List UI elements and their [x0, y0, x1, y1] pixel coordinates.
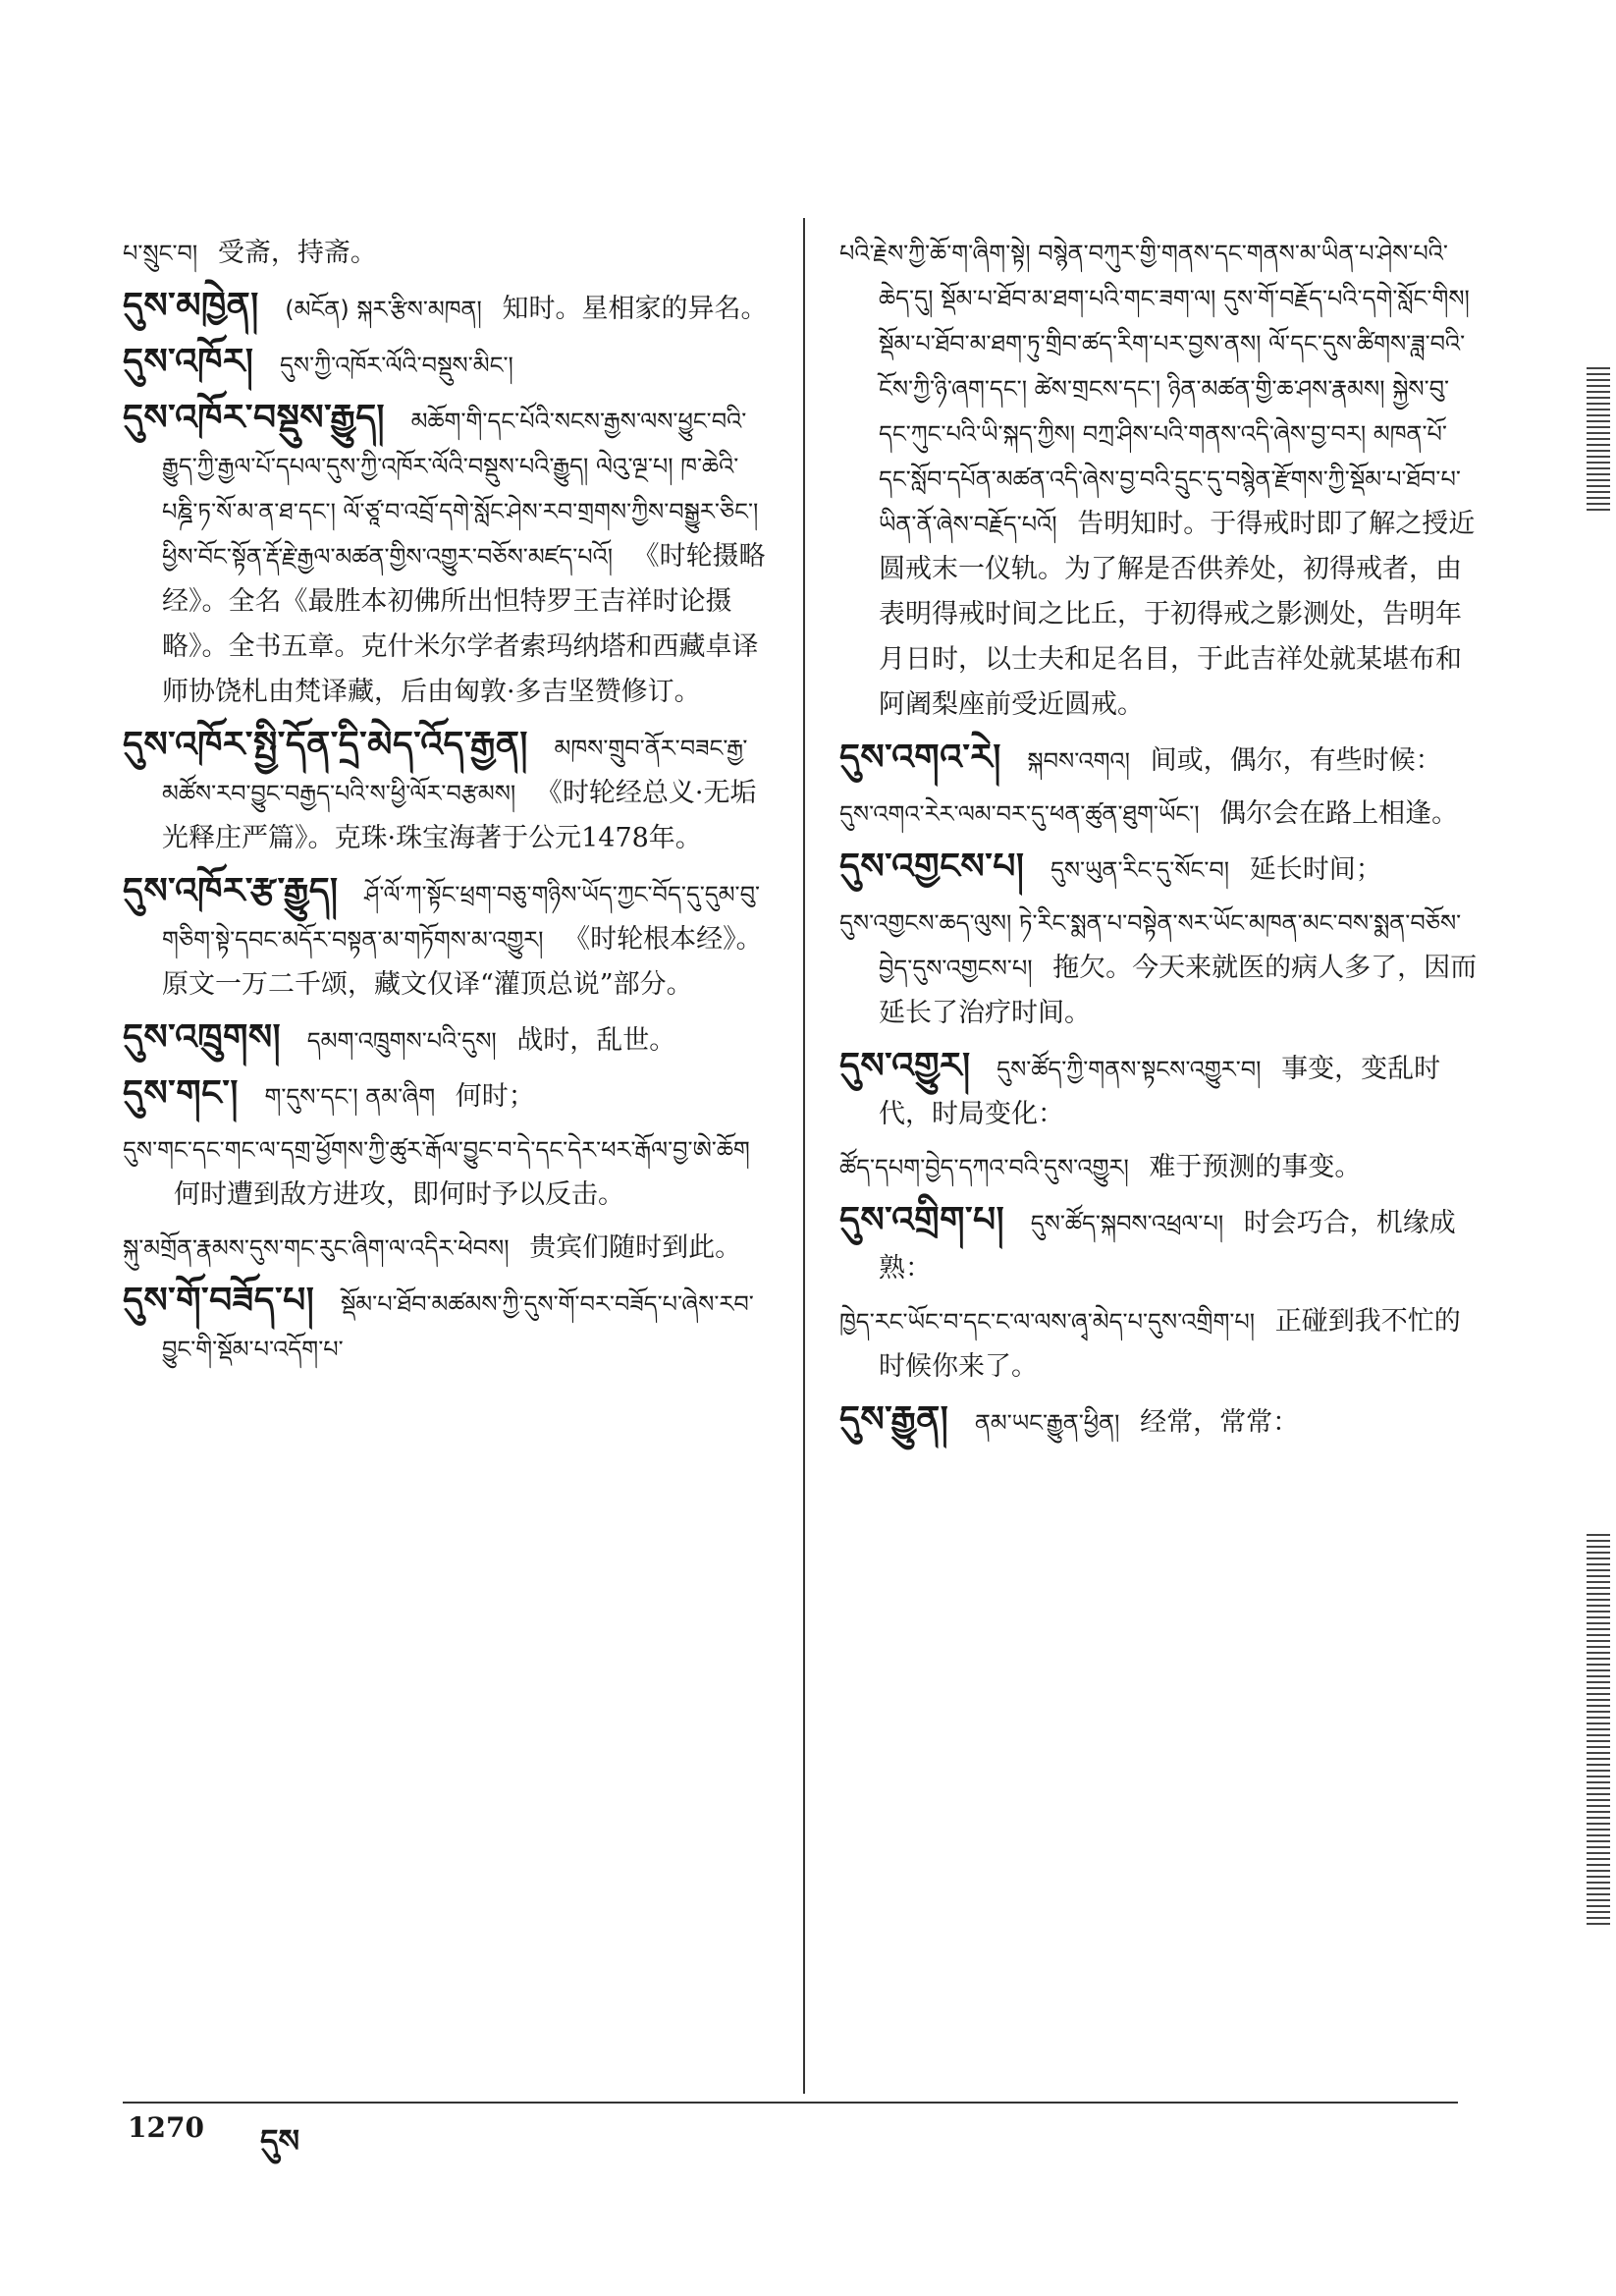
chinese-gloss: 贵宾们随时到此。 [529, 1232, 742, 1263]
binding-marks [1587, 363, 1610, 511]
chinese-gloss: 知时。星相家的异名。 [502, 294, 768, 324]
chinese-gloss: 难于预测的事变。 [1149, 1152, 1362, 1182]
tibetan-example: སྐུ་མགྲོན་རྣམས་དུས་གང་རུང་ཞིག་ལ་འདིར་ཕེབས། [123, 1234, 510, 1262]
tibetan-example: དུས་འགའ་རེར་ལམ་བར་དུ་ཕན་ཚུན་ཐུག་ཡོང་། [839, 800, 1200, 828]
binding-marks [1587, 1532, 1610, 1925]
column-divider [803, 218, 805, 2094]
entry [123, 1279, 771, 1372]
page-number: 1270 [128, 2111, 204, 2144]
tibetan-definition: སྡོམ་པ་ཐོབ་མཚམས་ཀྱི་དུས་གོ་བར་བཟོད་པ་ཞེས་རབ་བྱུང་གི་སྡོམ་པ་འདོག་པ་ [162, 1290, 754, 1363]
chinese-gloss: 经常，常常： [1140, 1407, 1300, 1438]
tibetan-example: ཚོད་དཔག་བྱེད་དཀའ་བའི་དུས་འགྱུར། [839, 1154, 1129, 1181]
headword: དུས་གོ་བཟོད་པ། [123, 1281, 315, 1321]
tibetan-definition: དུས་ཚོད་སྐབས་འཕྲལ་པ། [1030, 1210, 1224, 1237]
chinese-gloss: 拖欠。今天来就医的病人多了，因而延长了治疗时间。 [879, 953, 1478, 1028]
headword: དུས་མཁྱེན། [123, 286, 259, 326]
chinese-gloss: 正碰到我不忙的时候你来了。 [879, 1306, 1461, 1382]
entry-continuation [839, 231, 1478, 728]
chinese-gloss: 延长时间； [1249, 854, 1382, 885]
tibetan-definition: དུས་ཚོད་ཀྱི་གནས་སྟངས་འགྱུར་བ། [997, 1056, 1262, 1083]
left-column [123, 231, 771, 1380]
chinese-gloss: 《时轮摄略经》。全名《最胜本初佛所出怛特罗王吉祥时论摄略》。全书五章。克什米尔学者索玛纳塔和西藏卓译师协饶札由梵译藏，后由匈敦·多吉坚赞修订。 [162, 541, 766, 707]
entry-example [839, 792, 1478, 837]
entry-example [839, 901, 1478, 1036]
footer-rule [123, 2102, 1458, 2104]
headword: དུས་འགྲིག་པ། [839, 1200, 1005, 1240]
entry-continuation [123, 231, 771, 276]
entry [839, 1397, 1478, 1446]
entry [123, 340, 771, 388]
tibetan-example: དུས་གང་དང་གང་ལ་དགྲ་ཕྱོགས་ཀྱི་ཚུར་རྒོལ་བྱུང་བ་དེ་དང་དེར་ཕར་རྒོལ་བྱ་ཨེ་ཆོག [123, 1136, 750, 1164]
headword: དུས་གང་། [123, 1073, 239, 1114]
headword: དུས་རྒྱུན། [839, 1399, 949, 1440]
tibetan-definition: དམག་འཁྲུགས་པའི་དུས། [306, 1027, 497, 1055]
entry [839, 1044, 1478, 1137]
entry [123, 396, 771, 715]
chinese-gloss: 《时轮经总义·无垢光释庄严篇》。克珠·珠宝海著于公元1478年。 [162, 778, 757, 853]
headword: དུས་འགྱངས་པ། [839, 847, 1025, 887]
chinese-gloss: 告明知时。于得戒时即了解之授近圆戒末一仪轨。为了解是否供养处，初得戒者，由表明得戒时间之比丘，于初得戒之影测处，告明年月日时，以士夫和足名目，于此吉祥处就某堪布和阿阇梨座前受近圆戒。 [879, 509, 1476, 720]
chinese-gloss: 《时轮根本经》。原文一万二千颂，藏文仅译“灌顶总说”部分。 [162, 924, 763, 1000]
headword: དུས་འགྱུར། [839, 1046, 971, 1086]
tibetan-example: ཁྱེད་རང་ཡོང་བ་དང་ང་ལ་ལས་ཞྭ་མེད་པ་དུས་འགྲིག་པ། [839, 1308, 1256, 1336]
entry [123, 284, 771, 332]
entry-example [123, 1226, 771, 1271]
headword: དུས་འཁོར་བསྡུས་རྒྱུད། [123, 398, 386, 438]
tibetan-definition: མཆོག་གི་དང་པོའི་སངས་རྒྱས་ལས་ཕྱུང་བའི་རྒྱུད་ཀྱི་རྒྱལ་པོ་དཔལ་དུས་ཀྱི་འཁོར་ལོའི་བསྡུས་པའི་རྒྱུད། ལེའུ་ལྔ་པ། ཁ་ཆེའི་པཎྜི་ཏ་སོ་མ་ན་ཐ་དང་། ལོ་ཙཱ་བ་འབྲོ་དགེ་སློང་ཤེས་རབ་གྲགས་ཀྱིས་བསྒྱུར་ཅིང་། ཕྱིས་བོང་སྟོན་རྡོ་རྗེ་རྒྱལ་མཚན་གྱིས་འགྱུར་བཅོས་མཛད་པའོ། [162, 408, 759, 571]
entry [123, 1071, 771, 1120]
entry-example [839, 1145, 1478, 1190]
entry-example [123, 1127, 771, 1218]
headword: དུས་འཁོར་རྩ་རྒྱུད། [123, 871, 339, 911]
chinese-gloss: 战时，乱世。 [516, 1025, 676, 1056]
chinese-gloss: 间或，偶尔，有些时候： [1150, 745, 1442, 776]
tibetan-example: དུས་འགྱངས་ཆད་ལུས། ཏེ་རིང་སྨན་པ་བསྟེན་སར་ཡོང་མཁན་མང་བས་སྨན་བཅོས་བྱེད་དུས་འགྱངས་པ། [839, 909, 1462, 982]
headword: དུས་འགའ་རེ། [839, 738, 1001, 778]
tibetan-definition: དུས་ཡུན་རིང་དུ་སོང་བ། [1050, 856, 1230, 884]
chinese-gloss: 何时遭到敌方进攻，即何时予以反击。 [174, 1179, 624, 1210]
tibetan-definition: མཁས་གྲུབ་ནོར་བཟང་རྒྱ་མཚོས་རབ་བྱུང་བརྒྱད་པའི་ས་ཕྱི་ལོར་བརྩམས། [162, 735, 748, 807]
tibetan-definition: དུས་ཀྱི་འཁོར་ལོའི་བསྡུས་མིང་། [280, 352, 513, 379]
headword: དུས་འཁོར། [123, 342, 254, 382]
chinese-gloss: 时会巧合，机缘成熟： [879, 1208, 1456, 1284]
tibetan-text: པ་སྲུང་བ། [123, 240, 198, 267]
tibetan-definition: སྐབས་འགའ། [1027, 747, 1130, 775]
headword: དུས་འཁོར་སྤྱི་དོན་དྲི་མེད་འོད་རྒྱན། [123, 725, 528, 765]
entry [839, 1198, 1478, 1291]
tibetan-text: པའི་རྗེས་ཀྱི་ཆོ་ག་ཞིག་སྟེ། བསྙེན་བཀུར་གྱི་གནས་དང་གནས་མ་ཡིན་པ་ཤེས་པའི་ཆེད་དུ། སྡོམ་པ་ཐོབ་མ་ཐག་པའི་གང་ཟག་ལ། དུས་གོ་བརྗོད་པའི་དགེ་སློང་གིས། སྡོམ་པ་ཐོབ་མ་ཐག་ཏུ་གྲིབ་ཚད་རིག་པར་བྱས་ནས། ལོ་དང་དུས་ཚིགས་ཟླ་བའི་ངོས་ཀྱི་ཉི་ཞག་དང་། ཚེས་གྲངས་དང་། ཉིན་མཚན་གྱི་ཆ་ཤས་རྣམས། སྐྱེས་བུ་དང་ཀུང་པའི་ཡི་སྐད་ཀྱིས། བཀྲ་ཤིས་པའི་གནས་འདི་ཞེས་བྱ་བར། མཁན་པོ་དང་སློབ་དཔོན་མཚན་འདི་ཞེས་བྱ་བའི་དྲུང་དུ་བསྙེན་རྫོགས་ཀྱི་སྡོམ་པ་ཐོབ་པ་ཡིན་ནོ་ཞེས་བརྗོད་པའོ། [839, 240, 1470, 538]
entry [839, 845, 1478, 893]
headword: དུས་འཁྲུགས། [123, 1017, 282, 1058]
entry [123, 869, 771, 1008]
entry [123, 723, 771, 861]
running-head: དུས [260, 2122, 300, 2159]
entry [123, 1015, 771, 1064]
tibetan-definition: ཤོ་ལོ་ཀ་སྟོང་ཕྲག་བཅུ་གཉིས་ཡོད་ཀྱང་བོད་དུ་དུམ་བུ་གཅིག་སྟེ་དབང་མདོར་བསྟན་མ་གཏོགས་མ་འགྱུར། [162, 881, 761, 954]
chinese-gloss: 何时； [455, 1081, 535, 1112]
chinese-gloss: 偶尔会在路上相逢。 [1219, 798, 1459, 829]
tibetan-definition: ག་དུས་དང་། ནམ་ཞིག [264, 1083, 436, 1111]
tibetan-definition: ནམ་ཡང་རྒྱུན་ཕྱིན། [974, 1409, 1120, 1437]
tibetan-definition: (མངོན) སྐར་རྩིས་མཁན། [285, 296, 482, 323]
right-column [839, 231, 1478, 1453]
chinese-gloss: 事变，变乱时代，时局变化： [879, 1054, 1441, 1129]
chinese-gloss: 受斋，持斋。 [217, 238, 377, 268]
entry [839, 736, 1478, 784]
entry-example [839, 1299, 1478, 1390]
